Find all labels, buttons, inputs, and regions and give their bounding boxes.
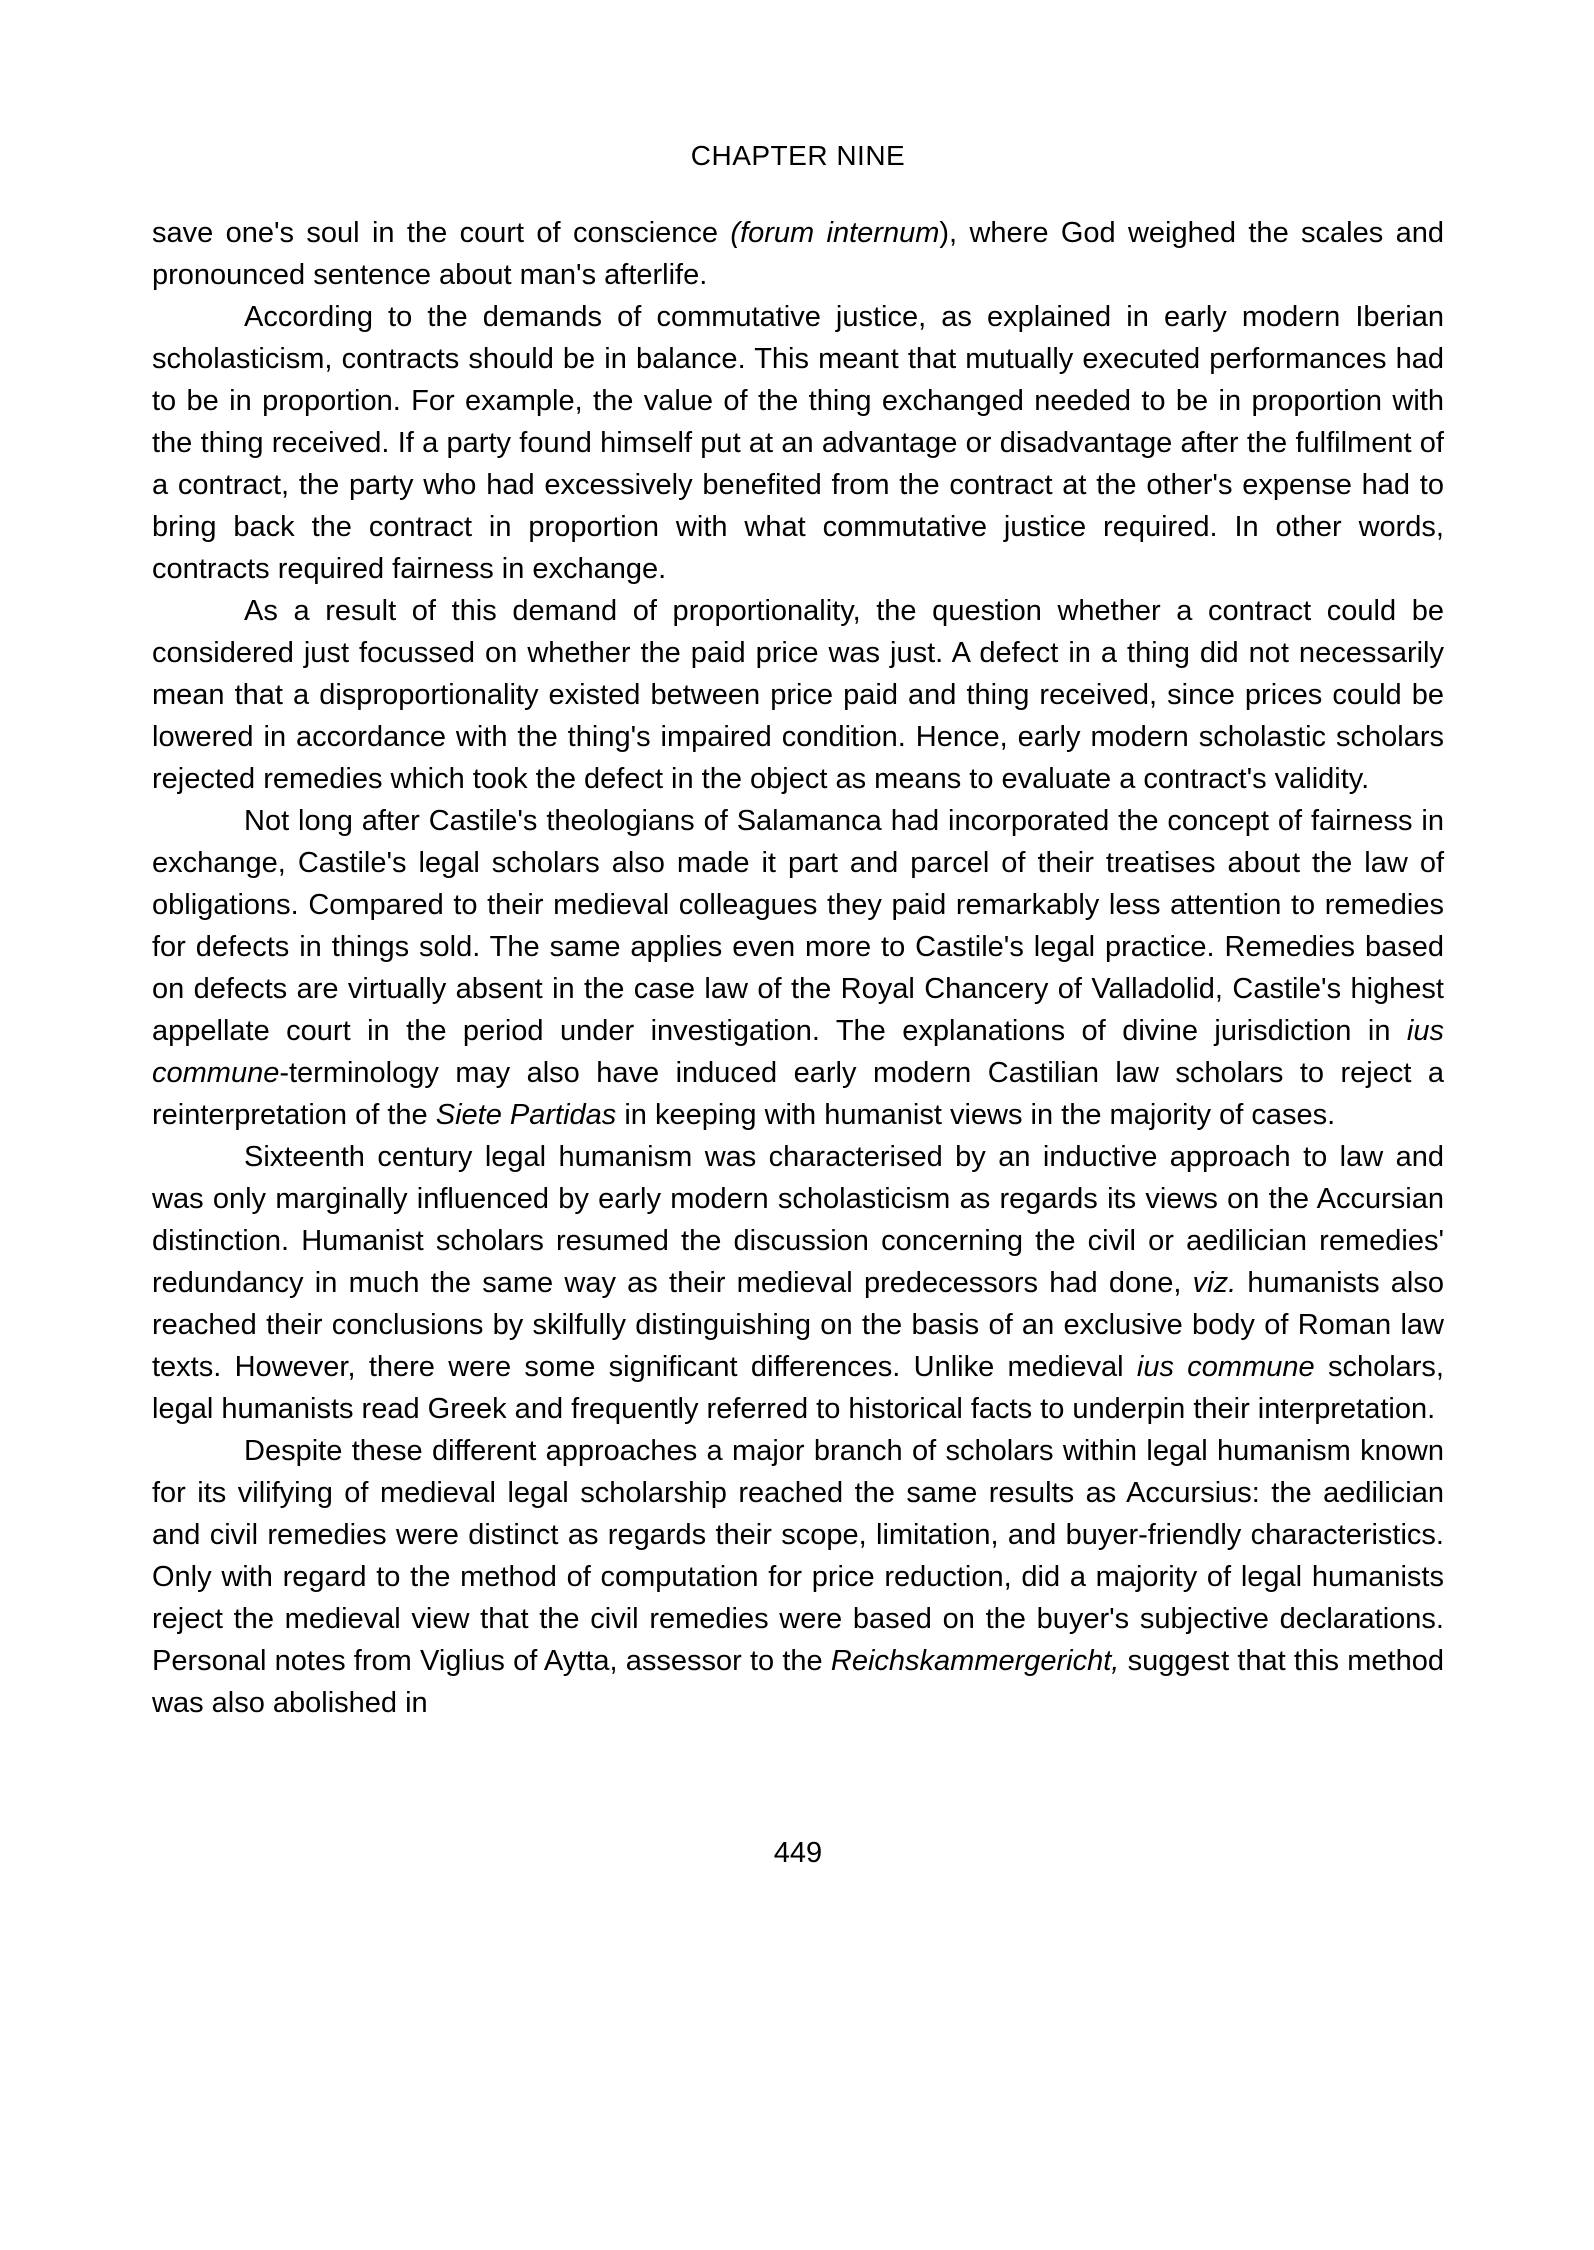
paragraph (152, 212, 1444, 296)
paragraph (152, 296, 1444, 590)
text-segment: -terminology may also have induced early modern Castilian law scholars to reject a reinterpretation of the (152, 1057, 1444, 1131)
text-segment: Despite these different approaches a major branch of scholars within legal humanism known for its vilifying of medieval legal scholarship reached the same results as Accursius: the aedilician and civil remedies were distinct as regards their scope, limitation, and buyer-friendly characteristics. Only with regard to the method of computation for price reduction, did a majority of legal humanists reject the medieval view that the civil remedies were based on the buyer's subjective declarations. Personal notes from Viglius of Aytta, assessor to the (152, 1435, 1444, 1677)
text-segment: humanists also reached their conclusions by skilfully distinguishing on the basis of an exclusive body of Roman law texts. However, there were some significant differences. Unlike medieval (152, 1267, 1444, 1383)
page-number: 449 (773, 1837, 823, 1869)
text-segment: suggest that this method was also abolished in (152, 1645, 1444, 1719)
text-segment: As a result of this demand of proportionality, the question whether a contract could be considered just focussed on whether the paid price was just. A defect in a thing did not necessarily mean that a disproportionality existed between price paid and thing received, since prices could be lowered in accordance with the thing's impaired condition. Hence, early modern scholastic scholars rejected remedies which took the defect in the object as means to evaluate a contract's validity. (152, 595, 1444, 795)
italic-text: ius commune (152, 1015, 1444, 1089)
italic-text: ius commune (1136, 1351, 1315, 1383)
paragraph (152, 1136, 1444, 1430)
italic-text: (forum internum (730, 217, 940, 249)
chapter-header: CHAPTER NINE (690, 140, 906, 171)
italic-text: Siete Partidas (435, 1099, 617, 1131)
text-segment: Sixteenth century legal humanism was characterised by an inductive approach to law and was only marginally influenced by early modern scholasticism as regards its views on the Accursian distinction. Humanist scholars resumed the discussion concerning the civil or aedilician remedies' redundancy in much the same way as their medieval predecessors had done, (152, 1141, 1444, 1299)
paragraph (152, 800, 1444, 1136)
text-segment: save one's soul in the court of conscience (152, 217, 731, 249)
italic-text: viz. (1192, 1267, 1237, 1299)
text-segment: ), where God weighed the scales and pronounced sentence about man's afterlife. (152, 217, 1444, 291)
text-segment: in keeping with humanist views in the majority of cases. (616, 1099, 1336, 1131)
text-segment: scholars, legal humanists read Greek and frequently referred to historical facts to underpin their interpretation. (152, 1351, 1444, 1425)
paragraph (152, 590, 1444, 800)
paragraph (152, 1430, 1444, 1724)
italic-text: Reichskammergericht, (830, 1645, 1120, 1677)
text-segment: According to the demands of commutative justice, as explained in early modern Iberian scholasticism, contracts should be in balance. This meant that mutually executed performances had to be in proportion. For example, the value of the thing exchanged needed to be in proportion with the thing received. If a party found himself put at an advantage or disadvantage after the fulfilment of a contract, the party who had excessively benefited from the contract at the other's expense had to bring back the contract in proportion with what commutative justice required. In other words, contracts required fairness in exchange. (152, 301, 1444, 585)
text-segment: Not long after Castile's theologians of Salamanca had incorporated the concept of fairness in exchange, Castile's legal scholars also made it part and parcel of their treatises about the law of obligations. Compared to their medieval colleagues they paid remarkably less attention to remedies for defects in things sold. The same applies even more to Castile's legal practice. Remedies based on defects are virtually absent in the case law of the Royal Chancery of Valladolid, Castile's highest appellate court in the period under investigation. The explanations of divine jurisdiction in (152, 805, 1444, 1047)
body-text (152, 212, 1444, 1724)
